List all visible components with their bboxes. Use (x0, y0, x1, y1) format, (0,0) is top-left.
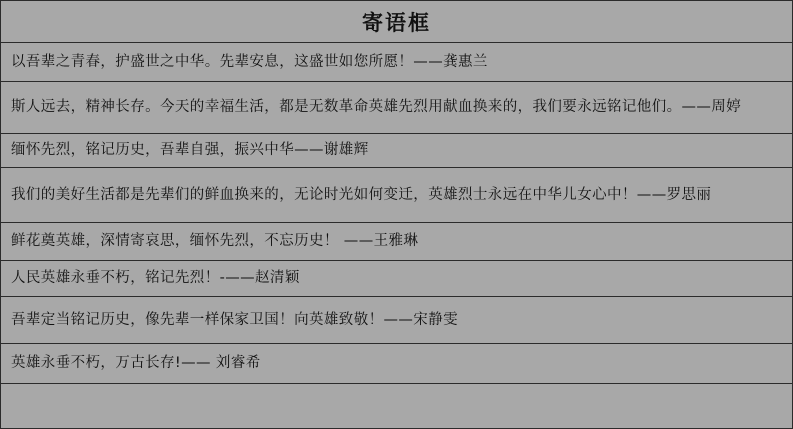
list-item[interactable] (1, 43, 792, 82)
list-item[interactable] (1, 344, 792, 384)
empty-space (1, 384, 792, 428)
window-title-bar (1, 1, 792, 43)
list-item[interactable] (1, 261, 792, 297)
message-text: 我们的美好生活都是先辈们的鲜血换来的，无论时光如何变迁，英雄烈士永远在中华儿女心中！——罗思丽 (11, 186, 712, 203)
list-item[interactable] (1, 82, 792, 134)
message-text: 鲜花奠英雄，深情寄哀思，缅怀先烈，不忘历史！ ——王雅琳 (11, 233, 419, 250)
message-text: 斯人远去，精神长存。今天的幸福生活，都是无数革命英雄先烈用献血换来的，我们要永远铭记他们。——周婷 (11, 99, 742, 116)
list-item[interactable] (1, 134, 792, 168)
list-item[interactable] (1, 168, 792, 223)
list-item[interactable] (1, 297, 792, 344)
message-text: 人民英雄永垂不朽，铭记先烈！-——赵清颖 (11, 270, 300, 287)
page-title: 寄语框 (362, 10, 431, 35)
message-text: 以吾辈之青春，护盛世之中华。先辈安息，这盛世如您所愿！——龚惠兰 (11, 53, 488, 70)
message-text: 缅怀先烈，铭记历史，吾辈自强，振兴中华——谢雄辉 (11, 142, 369, 159)
message-list (1, 43, 792, 428)
message-text: 英雄永垂不朽，万古长存!—— 刘睿希 (11, 355, 261, 372)
list-item[interactable] (1, 223, 792, 261)
message-text: 吾辈定当铭记历史，像先辈一样保家卫国！向英雄致敬！——宋静雯 (11, 311, 458, 328)
